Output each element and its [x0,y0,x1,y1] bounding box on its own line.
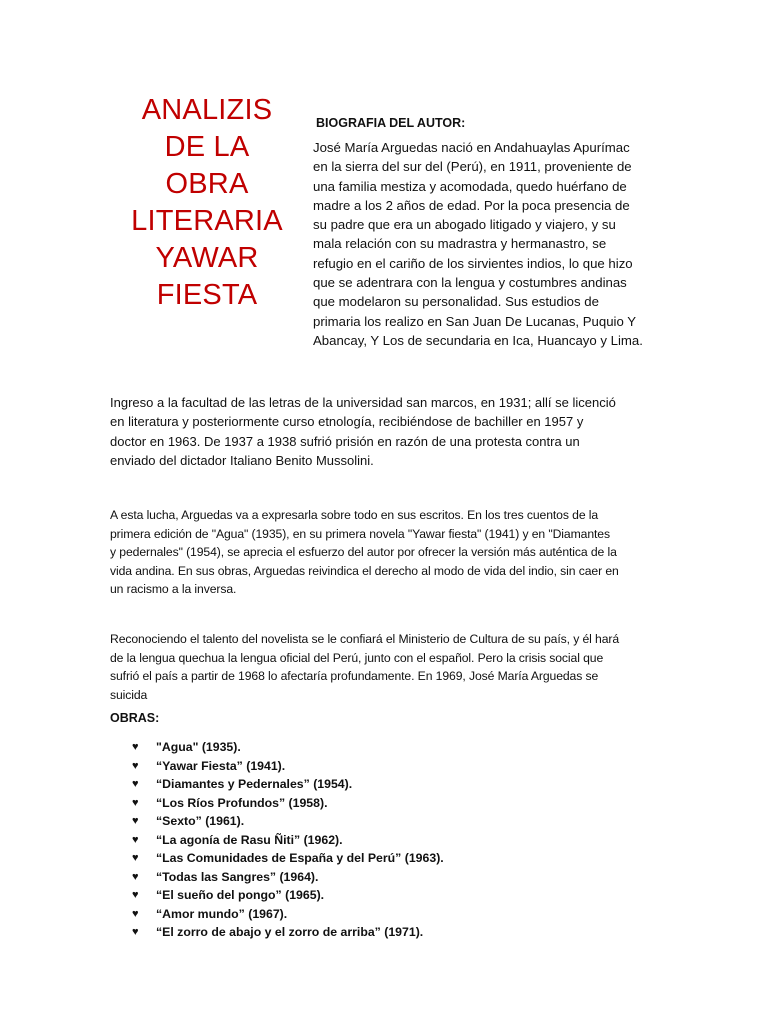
paragraph-education [110,393,670,470]
work-title: “Sexto” (1961). [156,814,245,829]
work-title: “Amor mundo” (1967). [156,906,288,921]
list-item [132,849,444,868]
work-title: “Los Ríos Profundos” (1958). [156,795,328,810]
biography-line: en la sierra del sur del (Perú), en 1911, proveniente de [313,159,632,175]
heart-icon: ♥ [132,815,139,828]
paragraph-line: A esta lucha, Arguedas va a expresarla sobre todo en sus escritos. En los tres cuentos de la [110,508,599,522]
work-title: "Agua" (1935). [156,740,241,755]
biography-line: José María Arguedas nació en Andahuaylas Apurímac [313,140,630,155]
title-line: OBRA [165,168,249,200]
paragraph-line: sufrió el país a partir de 1968 lo afectaría profundamente. En 1969, José María Arguedas se [110,669,599,684]
title-line: YAWAR [155,242,259,274]
biography-heading: BIOGRAFIA DEL AUTOR: [316,116,466,130]
paragraph-line: suicida [110,687,148,702]
biography-line: su padre que era un abogado litigado y viajero, y su [313,217,616,233]
work-title: “Diamantes y Pedernales” (1954). [156,777,353,792]
list-item [132,868,444,887]
list-item [132,831,444,850]
list-item [132,812,444,831]
list-item [132,738,444,757]
biography-line: que se adentrara con la lengua y costumbres andinas [313,275,627,291]
paragraph-line: doctor en 1963. De 1937 a 1938 sufrió prisión en razón de una protesta contra un [110,433,580,449]
work-title: “La agonía de Rasu Ñiti” (1962). [156,832,343,847]
biography-line: madre a los 2 años de edad. Por la poca presencia de [313,197,630,213]
biography-line: que modelaron su personalidad. Sus estudios de [313,294,599,310]
works-list [132,738,444,942]
biography-line: Abancay, Y Los de secundaria en Ica, Huancayo y Lima. [313,332,643,348]
paragraph-line: enviado del dictador Italiano Benito Mussolini. [110,452,374,468]
heart-icon: ♥ [132,796,139,809]
list-item [132,886,444,905]
list-item [132,905,444,924]
paragraph-writings [110,506,670,599]
biography-line: refugio en el cariño de los sirvientes indios, lo que hizo [313,255,633,271]
title-line: ANALIZIS [141,94,273,126]
list-item [132,923,444,942]
list-item [132,757,444,776]
heart-icon: ♥ [132,759,139,772]
paragraph-line: de la lengua quechua la lengua oficial del Perú, junto con el español. Pero la crisis social que [110,650,604,665]
paragraph-line: Reconociendo el talento del novelista se le confiará el Ministerio de Cultura de su país, y él hará [110,632,620,646]
work-title: “El zorro de abajo y el zorro de arriba” (1971). [156,925,424,940]
document-title [122,92,292,314]
paragraph-line: Ingreso a la facultad de las letras de la universidad san marcos, en 1931; allí se licenció [110,395,616,410]
title-line: LITERARIA [131,205,283,237]
work-title: “Yawar Fiesta” (1941). [156,758,286,773]
heart-icon: ♥ [132,870,139,883]
heart-icon: ♥ [132,741,139,754]
biography-text [313,138,673,350]
heart-icon: ♥ [132,833,139,846]
works-heading: OBRAS: [110,711,160,725]
heart-icon: ♥ [132,778,139,791]
heart-icon: ♥ [132,926,139,939]
biography-line: mala relación con su madrastra y hermanastro, se [313,236,607,252]
title-line: DE LA [164,131,250,163]
list-item [132,775,444,794]
paragraph-line: y pedernales" (1954), se aprecia el esfuerzo del autor por ofrecer la versión más auténtica de la [110,545,617,560]
paragraph-line: vida andina. En sus obras, Arguedas reivindica el derecho al modo de vida del indio, sin caer en [110,563,619,578]
paragraph-line: un racismo a la inversa. [110,582,237,597]
work-title: “Las Comunidades de España y del Perú” (1963). [156,851,444,866]
biography-line: primaria los realizo en San Juan De Lucanas, Puquio Y [313,313,637,329]
biography-line: una familia mestiza y acomodada, quedo huérfano de [313,178,627,194]
work-title: “El sueño del pongo” (1965). [156,888,325,903]
title-line: FIESTA [156,279,258,311]
heart-icon: ♥ [132,852,139,865]
paragraph-line: en literatura y posteriormente curso etnología, recibiéndose de bachiller en 1957 y [110,414,584,430]
heart-icon: ♥ [132,889,139,902]
paragraph-line: primera edición de "Agua" (1935), en su primera novela "Yawar fiesta" (1941) y en "Diamantes [110,526,610,541]
list-item [132,794,444,813]
heart-icon: ♥ [132,907,139,920]
work-title: “Todas las Sangres” (1964). [156,869,319,884]
paragraph-later-life [110,630,670,704]
